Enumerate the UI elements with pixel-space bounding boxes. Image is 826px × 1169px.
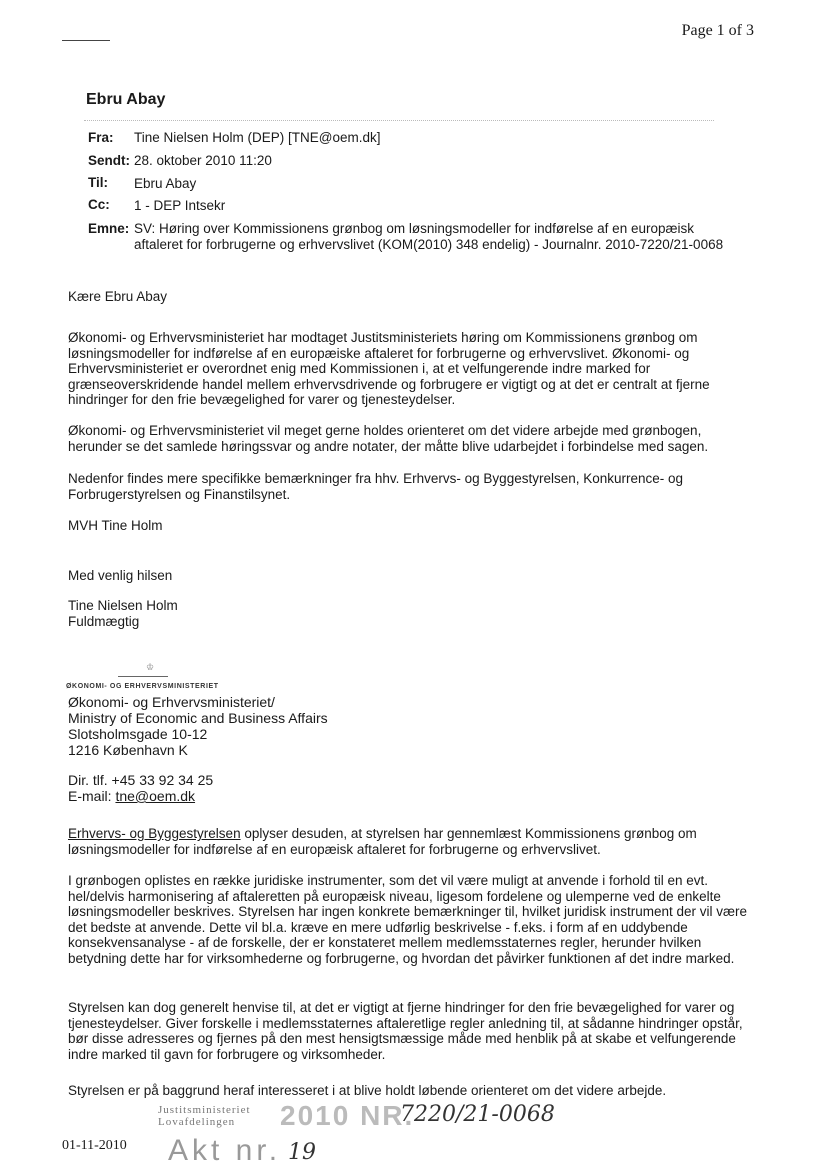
mvh-line: MVH Tine Holm bbox=[68, 518, 163, 533]
ebst-paragraph-2: I grønbogen oplistes en række juridiske instrumenter, som det vil være muligt at anvende i forhold til en evt. hel/delvis harmonisering af aftaleretten på europæisk niveau, ligesom fordelene og ulemperne ved de enkelte løsningsmodeller beskrives. Styrelsen har ingen konkrete bemærkninger til, hvilket juridisk instrument der vil være det bedste at anvende. Dette vil bl.a. kræve en mere udførlig beskrivelse - f.eks. i form af en uddybende konsekvensanalyse - af de forskelle, der er konstateret mellem medlemsstaternes regler, herunder hvilken betydning dette har for virksomhederne og forbrugerne, og hvordan det påvirker funktionen af det indre marked. bbox=[68, 873, 748, 966]
org-da: Økonomi- og Erhvervsministeriet/ bbox=[68, 694, 275, 710]
ebst-paragraph-1-text: oplyser desuden, at styrelsen har gennemlæst Kommissionens grønbog om løsningsmodeller for indførelse af en europæisk aftaleret for forbrugerne og erhvervslivet. bbox=[68, 826, 697, 857]
signer-name: Tine Nielsen Holm bbox=[68, 598, 178, 613]
to-value: Ebru Abay bbox=[134, 176, 197, 191]
phone: Dir. tlf. +45 33 92 34 25 bbox=[68, 772, 214, 788]
handwritten-case-number: 7220/21-0068 bbox=[400, 1102, 555, 1127]
email-label: E-mail: bbox=[68, 788, 116, 804]
paragraph-2: Økonomi- og Erhvervsministeriet vil meget gerne holdes orienteret om det videre arbejde med grønbogen, herunder se det samlede høringssvar og andre notater, der måtte blive udarbejdet i forbindelse med sagen. bbox=[68, 423, 709, 454]
header-divider bbox=[84, 120, 714, 121]
ministry-logo-line bbox=[118, 676, 168, 677]
paragraph-3: Nedenfor findes mere specifikke bemærkninger fra hhv. Erhvervs- og Byggestyrelsen, Konkurrence- og Forbrugerstyrelsen og Finanstilsynet. bbox=[68, 471, 684, 502]
ebst-paragraph-1 bbox=[68, 826, 748, 857]
closing: Med venlig hilsen bbox=[68, 568, 173, 583]
ministry-stamp bbox=[158, 1104, 251, 1128]
received-date-stamp: 01-11-2010 bbox=[62, 1138, 127, 1153]
from-value: Tine Nielsen Holm (DEP) [TNE@oem.dk] bbox=[134, 130, 381, 145]
sent-value: 28. oktober 2010 11:20 bbox=[134, 153, 272, 168]
address-street: Slotsholmsgade 10-12 bbox=[68, 726, 208, 742]
cc-label: Cc: bbox=[88, 197, 110, 212]
year-number-stamp: 2010 NR. bbox=[280, 1100, 415, 1131]
from-label: Fra: bbox=[88, 130, 114, 145]
to-label: Til: bbox=[88, 175, 108, 190]
subject-label: Emne: bbox=[88, 221, 130, 236]
sent-label: Sendt: bbox=[88, 153, 130, 168]
scan-mark-line bbox=[62, 40, 110, 41]
ebst-paragraph-4: Styrelsen er på baggrund heraf interesseret i at blive holdt løbende orienteret om det videre arbejde. bbox=[68, 1083, 667, 1098]
address-city: 1216 København K bbox=[68, 742, 188, 758]
greeting: Kære Ebru Abay bbox=[68, 289, 168, 304]
ministry-stamp-line-2: Lovafdelingen bbox=[158, 1116, 236, 1128]
ebst-agency: Erhvervs- og Byggestyrelsen bbox=[68, 826, 241, 841]
ministry-stamp-line-1: Justitsministeriet bbox=[158, 1104, 251, 1116]
email-link[interactable]: tne@oem.dk bbox=[115, 788, 196, 804]
cc-value: 1 - DEP Intsekr bbox=[134, 198, 226, 213]
ebst-paragraph-3: Styrelsen kan dog generelt henvise til, at det er vigtigt at fjerne hindringer for den frie bevægelighed for varer og tjenesteydelser. Giver forskelle i medlemsstaternes aftaleretlige regler anledning til, at sådanne hindringer opstår, bør disse adresseres og fjernes på den mest hensigtsmæssige måde med henblik på at skabe et velfungerende indre marked til gavn for forbrugere og virksomheder. bbox=[68, 1000, 743, 1062]
email-line bbox=[68, 788, 748, 804]
akt-stamp: Akt nr. bbox=[168, 1134, 282, 1167]
subject-value: SV: Høring over Kommissionens grønbog om løsningsmodeller for indførelse af en europæisk aftaleret for forbrugerne og erhvervslivet (KOM(2010) 348 endelig) - Journalnr. 2010-7220/21-0068 bbox=[134, 221, 724, 252]
ministry-logo-text: ØKONOMI- OG ERHVERVSMINISTERIET bbox=[66, 683, 219, 690]
sender-name: Ebru Abay bbox=[86, 91, 166, 108]
signer-title: Fuldmægtig bbox=[68, 614, 140, 629]
crown-icon: ♔ bbox=[146, 662, 155, 672]
paragraph-1: Økonomi- og Erhvervsministeriet har modtaget Justitsministeriets høring om Kommissionens grønbog om løsningsmodeller for indførelse af en europæiske aftaleret for forbrugerne og erhvervslivet. Økonomi- og Erhvervsministeriet er overordnet enig med Kommissionen i, at et velfungerende indre marked for grænseoverskridende handel mellem erhvervsdrivende og forbrugere er vigtigt og at det er centralt at fjerne hindringer for den frie bevægelighed for varer og tjenesteydelser. bbox=[68, 330, 710, 407]
org-en: Ministry of Economic and Business Affairs bbox=[68, 710, 328, 726]
handwritten-akt-number: 19 bbox=[288, 1140, 316, 1165]
page-number: Page 1 of 3 bbox=[681, 22, 754, 39]
